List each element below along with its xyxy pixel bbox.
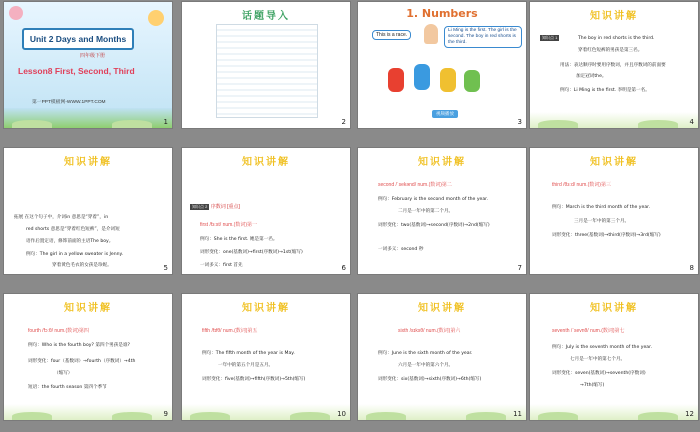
video-play-button[interactable]: 视频播放 bbox=[432, 110, 458, 118]
text-line: （缩写） bbox=[54, 371, 73, 376]
slide-number: 8 bbox=[689, 264, 694, 272]
slide-thumbnail-3[interactable] bbox=[358, 2, 526, 128]
text-line: 词形变化：six(基数词)→sixth(序数词)→6th(缩写) bbox=[378, 377, 482, 382]
grass-decoration bbox=[530, 112, 698, 128]
text-line: 例句：She is the first. 她是第一名。 bbox=[200, 237, 278, 242]
text-line: red shorts 意思是“穿着红色短裤”，是介词短 bbox=[26, 227, 120, 232]
text-line: 例句：Who is the fourth boy? 第四个男孩是谁? bbox=[28, 343, 130, 348]
word-phonetic: fourth /fɔːθ/ num.(数词)第四 bbox=[28, 328, 89, 334]
text-line: 词形变化：three(基数词)→third(序数词)→3rd(缩写) bbox=[552, 233, 661, 238]
slide-title: 知识讲解 bbox=[590, 11, 638, 22]
text-line: 七月是一年中的第七个月。 bbox=[570, 357, 626, 362]
slide-thumbnail-7[interactable] bbox=[358, 148, 526, 274]
footer-text: 第一PPT模板网-WWW.1PPT.COM bbox=[32, 100, 106, 105]
kp-chip: 知识点 2 bbox=[192, 204, 208, 209]
speech-bubble-right: Li Ming is the first. The girl is the second. The boy in red shorts is the third. bbox=[444, 26, 522, 48]
slide-number: 4 bbox=[689, 118, 694, 126]
slide-number: 9 bbox=[163, 410, 168, 418]
slide-number: 5 bbox=[163, 264, 168, 272]
slide-title: 知识讲解 bbox=[242, 157, 290, 168]
slide-title: 知识讲解 bbox=[418, 157, 466, 168]
text-line: 词形变化：one(基数词)→first(序数词)→1st(缩写) bbox=[200, 250, 303, 255]
grass-decoration bbox=[182, 404, 350, 420]
slide-title: 知识讲解 bbox=[590, 303, 638, 314]
vocabulary-table bbox=[216, 24, 318, 118]
text-line: 例句：The fifth month of the year is May. bbox=[202, 351, 295, 356]
slide-thumbnail-5[interactable] bbox=[4, 148, 172, 274]
text-line: 二月是一年中的第二个月。 bbox=[398, 209, 454, 214]
grass-decoration bbox=[4, 404, 172, 420]
word-phonetic: fifth /fɪfθ/ num.(数词)第五 bbox=[202, 328, 258, 334]
text-line: 例句：June is the sixth month of the year. bbox=[378, 351, 473, 356]
slide-title: 话题导入 bbox=[242, 11, 290, 22]
slide-title: 知识讲解 bbox=[64, 157, 112, 168]
slide-number: 12 bbox=[685, 410, 694, 418]
slide-number: 11 bbox=[513, 410, 522, 418]
text-line: 一词多义：first 首先 bbox=[200, 263, 243, 268]
text-line: 三月是一年中的第三个月。 bbox=[574, 219, 630, 224]
slide-thumbnail-12[interactable] bbox=[530, 294, 698, 420]
running-kids-illustration bbox=[388, 62, 482, 96]
text-line: 六月是一年中的第六个月。 bbox=[398, 363, 454, 368]
slide-thumbnail-2[interactable] bbox=[182, 2, 350, 128]
kp-chip: 知识点 1 bbox=[542, 35, 558, 40]
text-line: 例句：February is the second month of the year. bbox=[378, 197, 489, 202]
kp-subtitle: 序数词 [重点] bbox=[210, 204, 240, 210]
slide-title: 知识讲解 bbox=[242, 303, 290, 314]
slide-thumbnail-10[interactable] bbox=[182, 294, 350, 420]
slide-number: 3 bbox=[517, 118, 522, 126]
word-phonetic: seventh /ˈsevnθ/ num.(数词)第七 bbox=[552, 328, 625, 334]
text-line: 穿着红色短裤的男孩是第三名。 bbox=[578, 48, 643, 53]
grass-decoration bbox=[358, 404, 526, 420]
text-line: 词形变化：four（基数词）→fourth（序数词）→4th bbox=[28, 359, 136, 364]
text-line: 例句：March is the third month of the year. bbox=[552, 205, 651, 210]
slide-thumbnail-4[interactable] bbox=[530, 2, 698, 128]
text-line: 例句：July is the seventh month of the year. bbox=[552, 345, 653, 350]
grass-decoration bbox=[4, 108, 172, 128]
text-line: The boy in red shorts is the third. bbox=[578, 36, 655, 41]
word-phonetic: third /θɜːd/ num.(数词)第三 bbox=[552, 182, 611, 188]
slide-number: 7 bbox=[517, 264, 522, 272]
slide-thumbnail-1[interactable] bbox=[4, 2, 172, 128]
flower-decoration bbox=[9, 6, 23, 20]
text-line: 一年中的第五个月是五月。 bbox=[218, 363, 274, 368]
teacher-figure bbox=[424, 24, 438, 44]
text-line: 穿着黄色毛衣的女孩是珍妮。 bbox=[52, 263, 112, 268]
grass-decoration bbox=[530, 404, 698, 420]
slide-number: 1 bbox=[163, 118, 168, 126]
text-line: 词形变化：five(基数词)→fifth(序数词)→5th(缩写) bbox=[202, 377, 306, 382]
text-line: 例句：Li Ming is the first. 李明是第一名。 bbox=[560, 88, 650, 93]
text-line: 语作后置定语，修饰前面的主语The boy。 bbox=[26, 239, 114, 244]
word-phonetic: second /ˈsekənd/ num.(数词)第二 bbox=[378, 182, 452, 188]
slide-title-box: Unit 2 Days and Months bbox=[22, 28, 134, 50]
slide-title: 知识讲解 bbox=[64, 303, 112, 314]
text-line: 词形变化：two(基数词)→second(序数词)→2nd(缩写) bbox=[378, 223, 490, 228]
knowledge-point-label bbox=[540, 35, 559, 41]
text-line: →7th(缩写) bbox=[580, 383, 605, 388]
text-line: 加定冠词the。 bbox=[576, 74, 607, 79]
speech-bubble-left: This is a race. bbox=[372, 30, 411, 40]
text-line: 例句：The girl in a yellow sweater is Jenny. bbox=[26, 252, 124, 257]
text-line: 短语：the fourth season 第四个季节 bbox=[28, 385, 107, 390]
text-line: 拓展 在这个句子中，介词in 意思是“穿着”，in bbox=[14, 215, 109, 220]
slide-title: 1. Numbers bbox=[406, 7, 478, 20]
slide-thumbnail-11[interactable] bbox=[358, 294, 526, 420]
slide-number: 2 bbox=[341, 118, 346, 126]
lesson-title: Lesson8 First, Second, Third bbox=[18, 66, 135, 76]
slide-title: 知识讲解 bbox=[418, 303, 466, 314]
knowledge-point-label bbox=[190, 203, 240, 210]
text-line: 一词多义：second 秒 bbox=[378, 247, 424, 252]
flower-decoration bbox=[148, 10, 164, 26]
text-line: 词形变化：seven(基数词)→seventh(序数词) bbox=[552, 371, 646, 376]
word-phonetic: sixth /sɪksθ/ num.(数词)第六 bbox=[398, 328, 461, 334]
grade-label: 四年级下册 bbox=[80, 53, 106, 59]
slide-number: 6 bbox=[341, 264, 346, 272]
slide-number: 10 bbox=[337, 410, 346, 418]
slide-thumbnail-6[interactable] bbox=[182, 148, 350, 274]
slide-title: 知识讲解 bbox=[590, 157, 638, 168]
text-line: 用法：表达顺序时要用序数词，并且序数词的前面要 bbox=[560, 63, 666, 68]
word-phonetic: first /fɜːst/ num.(数词)第一 bbox=[200, 222, 258, 228]
slide-thumbnail-9[interactable] bbox=[4, 294, 172, 420]
slide-thumbnail-8[interactable] bbox=[530, 148, 698, 274]
